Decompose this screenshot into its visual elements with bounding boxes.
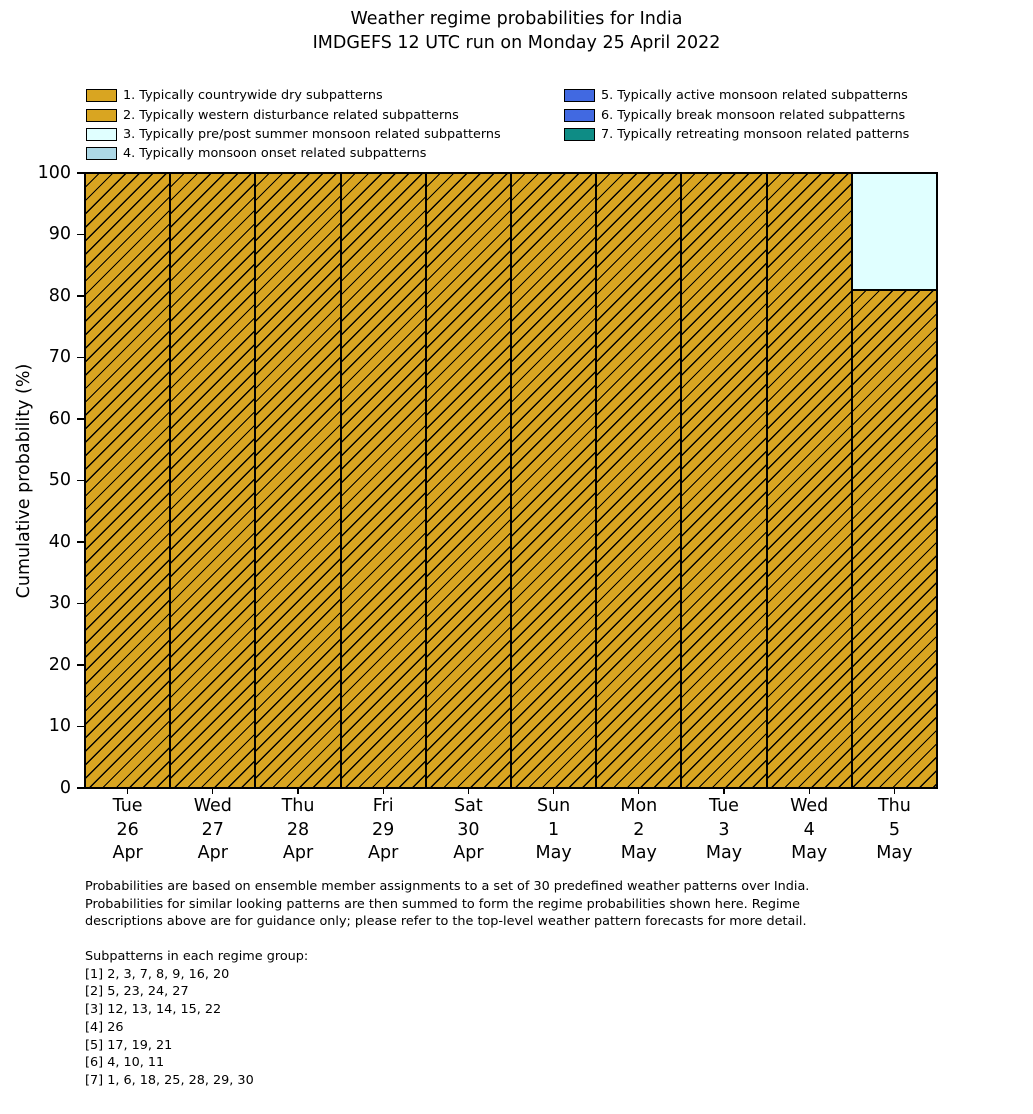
x-tick-label-month: May [876, 843, 913, 863]
x-tick-label [250, 795, 346, 866]
x-tick-label [335, 795, 431, 866]
y-tick-label: 50 [48, 470, 71, 490]
x-tick-label-day: Tue [112, 796, 143, 816]
bar-tue-3-may [681, 173, 766, 788]
bar-wed-4-may [767, 173, 852, 788]
legend-swatch-icon [86, 109, 117, 122]
x-tick-label [761, 795, 857, 866]
legend-item-label: 4. Typically monsoon onset related subpatterns [123, 146, 427, 162]
y-tick-label: 70 [48, 347, 71, 367]
y-tick-label: 100 [37, 162, 71, 183]
legend-swatch-icon [564, 128, 595, 141]
x-tick-label-day: Sun [536, 796, 571, 816]
y-tick-mark [77, 418, 84, 419]
x-tick-label-month: Apr [197, 843, 228, 863]
y-tick-label: 30 [48, 593, 71, 613]
bar-segment [426, 173, 511, 788]
bar-thu-5-may [852, 173, 937, 788]
subpattern-group-line: [2] 5, 23, 24, 27 [85, 984, 189, 1000]
y-tick-mark [77, 295, 84, 296]
x-tick-label-day: Tue [709, 796, 739, 816]
x-tick-label-month: Apr [282, 843, 314, 863]
bar-mon-2-may [596, 173, 681, 788]
subpattern-group-line: [5] 17, 19, 21 [85, 1037, 173, 1053]
legend-column-left [86, 86, 501, 164]
x-tick-label [165, 795, 261, 866]
x-tick-label-month: Apr [368, 843, 399, 863]
x-tick-label-day: Sat [454, 796, 483, 816]
bar-sun-1-may [511, 173, 596, 788]
legend-item [86, 144, 501, 163]
footnote-line: Probabilities for similar looking patterns are then summed to form the regime probabilities shown here. Regime [85, 896, 800, 912]
bar-fri-29-apr [341, 173, 426, 788]
legend-item [86, 86, 501, 105]
legend-item [564, 125, 909, 144]
bar-segment [596, 173, 681, 788]
subpattern-group-line: [6] 4, 10, 11 [85, 1055, 165, 1071]
x-tick-label-day: Thu [281, 796, 315, 816]
legend-item [564, 86, 909, 105]
x-tick-label-date: 3 [718, 819, 730, 840]
y-tick-mark [77, 787, 84, 788]
x-tick-label [676, 795, 772, 866]
x-tick-label-day: Wed [193, 796, 232, 816]
legend-swatch-icon [564, 89, 595, 102]
x-tick-mark [383, 788, 384, 794]
legend-item-label: 7. Typically retreating monsoon related patterns [601, 126, 910, 142]
x-tick-label-day: Wed [790, 796, 829, 816]
legend-item [564, 105, 909, 124]
legend-column-right [564, 86, 909, 144]
y-tick-label: 90 [48, 224, 71, 244]
chart-title [0, 7, 1033, 55]
x-tick-label-day: Mon [620, 796, 658, 816]
legend-item-label: 1. Typically countrywide dry subpatterns [123, 88, 383, 104]
bar-segment [511, 173, 596, 788]
x-tick-label-date: 28 [286, 819, 310, 840]
x-tick-mark [212, 788, 213, 794]
y-axis-label: Cumulative probability (%) [14, 363, 34, 599]
legend-swatch-icon [564, 109, 595, 122]
footnote-line: descriptions above are for guidance only; please refer to the top-level weather pattern forecasts for more detail. [85, 914, 807, 930]
x-tick-label [591, 795, 687, 866]
x-tick-label [80, 795, 176, 866]
subpatterns-heading: Subpatterns in each regime group: [85, 949, 309, 964]
bar-segment [767, 173, 852, 788]
y-tick-mark [77, 664, 84, 665]
y-tick-mark [77, 234, 84, 235]
x-tick-label [846, 795, 942, 866]
y-tick-label: 80 [48, 285, 71, 306]
x-tick-mark [553, 788, 554, 794]
x-tick-label-date: 27 [201, 819, 224, 840]
subpattern-group-line: [4] 26 [85, 1019, 124, 1035]
bar-segment [341, 173, 426, 788]
legend-item [86, 125, 501, 144]
y-tick-mark [77, 603, 84, 604]
footnote-text [85, 878, 809, 931]
y-tick-mark [77, 541, 84, 542]
x-tick-label-date: 29 [372, 819, 395, 840]
bar-tue-26-apr [85, 173, 170, 788]
y-tick-label: 40 [48, 531, 71, 552]
x-tick-label-month: May [535, 843, 572, 863]
chart-title-line2: IMDGEFS 12 UTC run on Monday 25 April 2022 [312, 33, 721, 53]
bar-segment [852, 290, 937, 788]
x-tick-mark [297, 788, 298, 794]
x-tick-label-date: 26 [116, 819, 139, 840]
x-tick-label-month: May [620, 843, 657, 863]
footnote-line: Probabilities are based on ensemble member assignments to a set of 30 predefined weather patterns over India. [85, 879, 810, 894]
x-tick-label-month: May [705, 843, 743, 863]
x-tick-label-date: 5 [888, 819, 900, 840]
bar-segment [170, 173, 255, 788]
subpattern-group-line: [1] 2, 3, 7, 8, 9, 16, 20 [85, 966, 230, 982]
x-tick-label-month: May [791, 843, 828, 863]
x-tick-mark [894, 788, 895, 794]
chart-title-line1: Weather regime probabilities for India [350, 9, 683, 29]
x-tick-label [420, 795, 516, 866]
x-tick-label-month: Apr [453, 843, 484, 863]
y-tick-mark [77, 726, 84, 727]
legend-item-label: 3. Typically pre/post summer monsoon related subpatterns [123, 126, 501, 142]
x-tick-mark [723, 788, 724, 794]
subpattern-group-line: [7] 1, 6, 18, 25, 28, 29, 30 [85, 1072, 254, 1088]
legend-item-label: 6. Typically break monsoon related subpatterns [601, 107, 906, 123]
y-tick-mark [77, 357, 84, 358]
bar-sat-30-apr [426, 173, 511, 788]
bar-segment [85, 173, 170, 788]
x-tick-mark [809, 788, 810, 794]
bar-segment [255, 173, 340, 788]
x-tick-label-day: Fri [372, 796, 394, 816]
x-tick-label-date: 4 [803, 819, 815, 840]
y-tick-mark [77, 172, 84, 173]
stacked-bars [85, 173, 937, 788]
x-tick-label-date: 2 [633, 819, 645, 840]
subpattern-group-line: [3] 12, 13, 14, 15, 22 [85, 1002, 222, 1018]
y-tick-label: 0 [59, 777, 71, 798]
subpatterns-list [85, 948, 308, 1090]
y-tick-label: 60 [48, 408, 71, 429]
x-tick-mark [468, 788, 469, 794]
x-tick-label [506, 795, 602, 866]
x-tick-mark [638, 788, 639, 794]
bar-thu-28-apr [255, 173, 340, 788]
bar-segment [852, 173, 937, 290]
x-tick-label-month: Apr [112, 843, 143, 863]
x-tick-mark [127, 788, 128, 794]
x-tick-label-date: 1 [548, 819, 560, 840]
bar-wed-27-apr [170, 173, 255, 788]
legend-swatch-icon [86, 147, 117, 160]
y-tick-label: 20 [48, 654, 71, 675]
x-tick-label-date: 30 [457, 819, 480, 840]
legend-swatch-icon [86, 128, 117, 141]
legend-item-label: 5. Typically active monsoon related subpatterns [601, 88, 908, 104]
y-tick-label: 10 [48, 716, 71, 736]
y-tick-mark [77, 480, 84, 481]
legend-swatch-icon [86, 89, 117, 102]
legend-item-label: 2. Typically western disturbance related subpatterns [123, 107, 459, 123]
x-tick-label-day: Thu [877, 796, 911, 816]
bar-segment [681, 173, 766, 788]
plot-area [37, 162, 938, 863]
legend-item [86, 105, 501, 124]
